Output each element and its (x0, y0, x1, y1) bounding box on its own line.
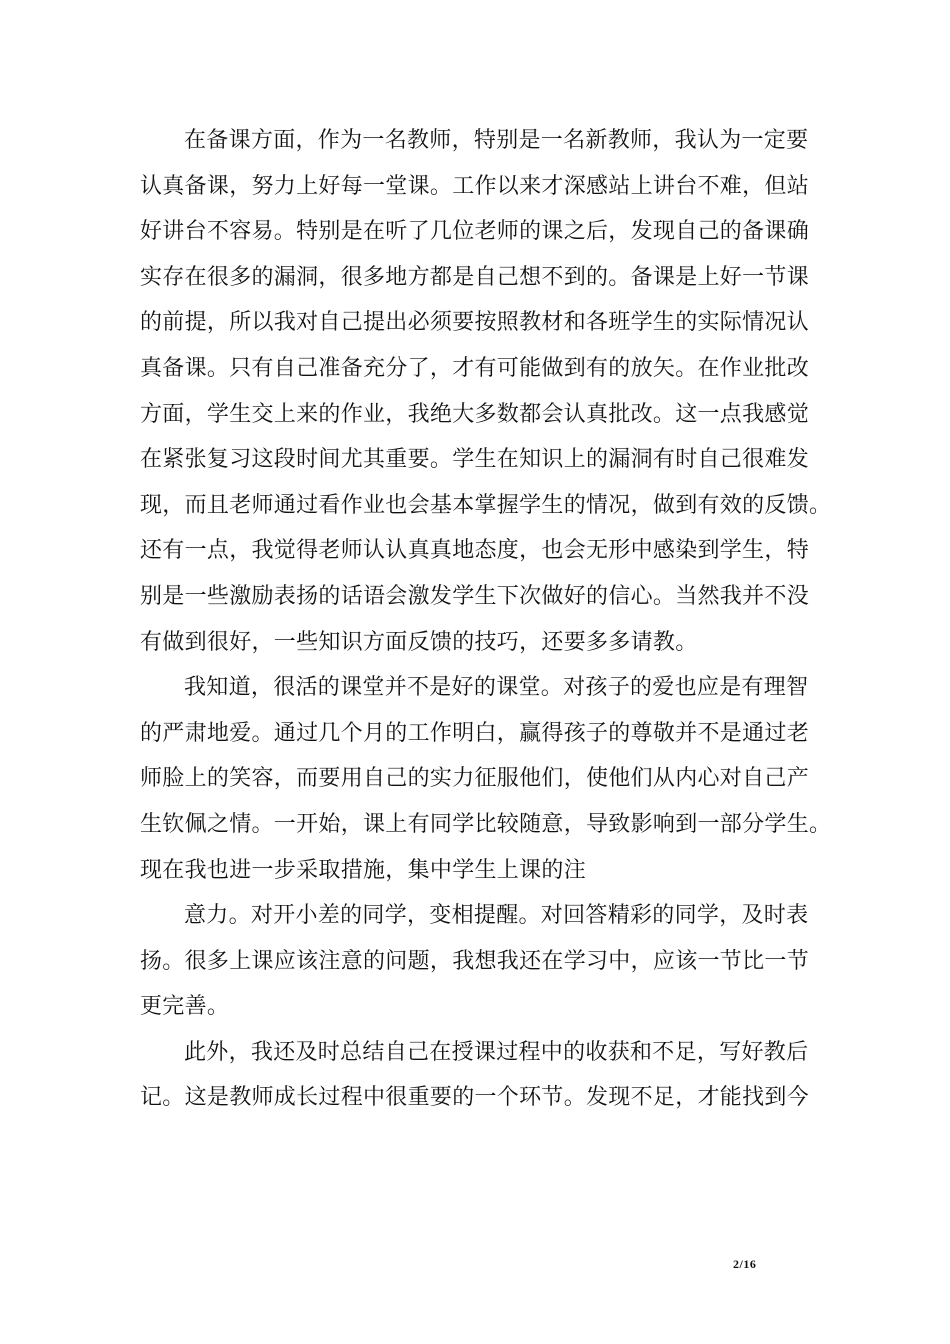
text-line: 实存在很多的漏洞，很多地方都是自己想不到的。备课是上好一节课 (140, 264, 810, 290)
page-number: 2/16 (733, 1257, 757, 1271)
text-line: 方面，学生交上来的作业，我绝大多数都会认真批改。这一点我感觉 (140, 401, 810, 427)
text-line: 我知道，很活的课堂并不是好的课堂。对孩子的爱也应是有理智 (184, 675, 809, 701)
text-line: 还有一点，我觉得老师认认真真地态度，也会无形中感染到学生，特 (140, 538, 810, 564)
text-line: 师脸上的笑容，而要用自己的实力征服他们，使他们从内心对自己产 (140, 766, 810, 792)
text-line: 在紧张复习这段时间尤其重要。学生在知识上的漏洞有时自己很难发 (140, 447, 810, 473)
text-line: 此外，我还及时总结自己在授课过程中的收获和不足，写好教后 (184, 1039, 809, 1065)
text-line: 真备课。只有自己准备充分了，才有可能做到有的放矢。在作业批改 (140, 355, 810, 381)
text-line: 的前提，所以我对自己提出必须要按照教材和各班学生的实际情况认 (140, 310, 810, 336)
text-line: 现，而且老师通过看作业也会基本掌握学生的情况，做到有效的反馈。 (140, 492, 832, 518)
text-line: 有做到很好，一些知识方面反馈的技巧，还要多多请教。 (140, 629, 698, 655)
text-line: 别是一些激励表扬的话语会激发学生下次做好的信心。当然我并不没 (140, 583, 810, 609)
text-line: 生钦佩之情。一开始，课上有同学比较随意，导致影响到一部分学生。 (140, 811, 832, 837)
body-text (140, 118, 830, 1121)
text-line: 更完善。 (140, 994, 230, 1020)
text-line: 好讲台不容易。特别是在听了几位老师的课之后，发现自己的备课确 (140, 219, 810, 245)
text-line: 认真备课，努力上好每一堂课。工作以来才深感站上讲台不难，但站 (140, 173, 810, 199)
text-line: 的严肃地爱。通过几个月的工作明白，赢得孩子的尊敬并不是通过老 (140, 720, 810, 746)
text-line: 现在我也进一步采取措施，集中学生上课的注 (140, 857, 587, 883)
text-line: 记。这是教师成长过程中很重要的一个环节。发现不足，才能找到今 (140, 1085, 810, 1111)
text-line: 在备课方面，作为一名教师，特别是一名新教师，我认为一定要 (184, 128, 809, 153)
text-line: 意力。对开小差的同学，变相提醒。对回答精彩的同学，及时表 (184, 903, 809, 929)
text-line: 扬。很多上课应该注意的问题，我想我还在学习中，应该一节比一节 (140, 948, 810, 974)
